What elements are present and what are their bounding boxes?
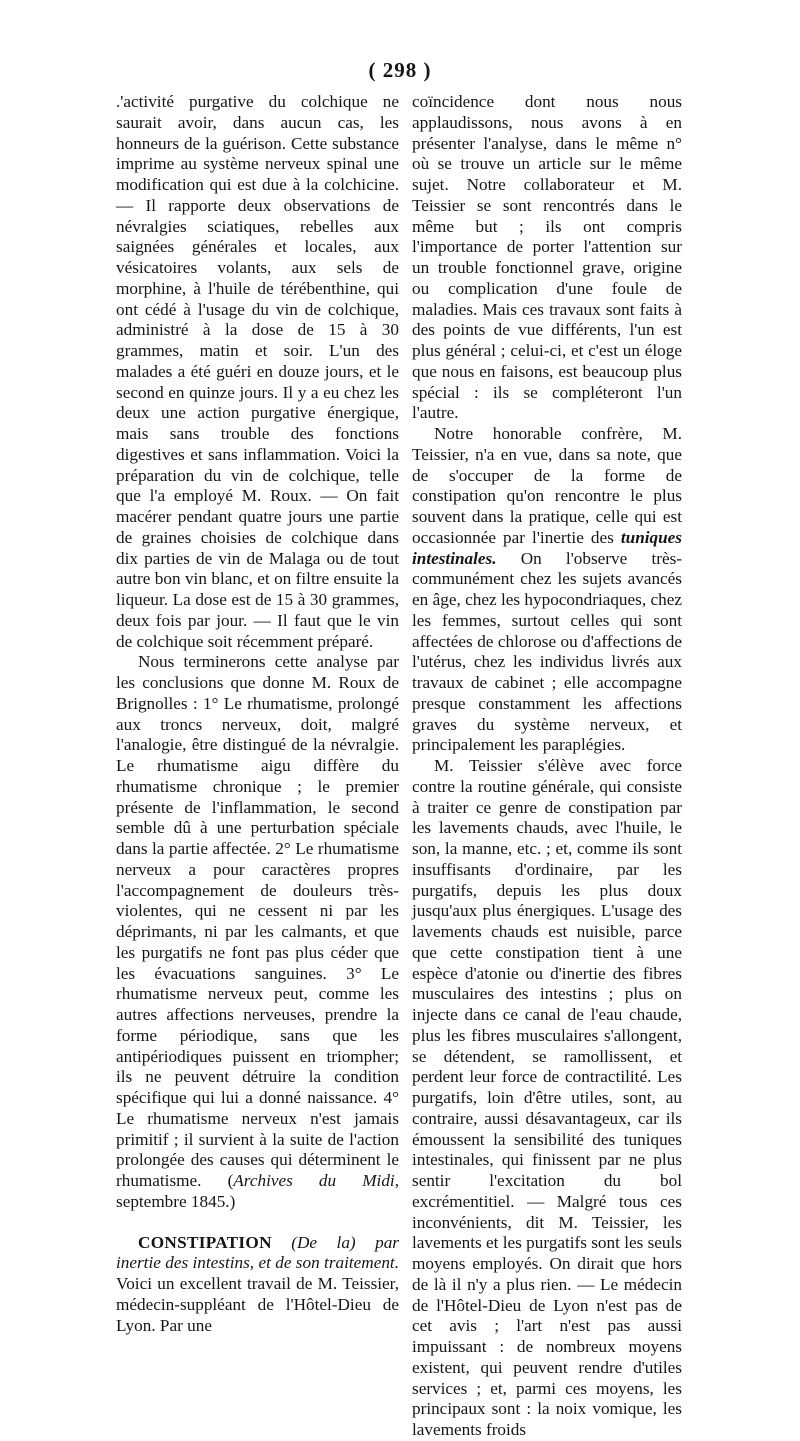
- teissier-note-a: Notre honorable confrère, M. Teissier, n'a en vue, dans sa note, que de s'occuper de la forme de constipation qu'on rencontre le plus souvent dans la pratique, celle qui est occasionnée par l'inertie des: [412, 424, 682, 547]
- source-date: , septembre 1845.): [116, 1171, 399, 1211]
- article-title: (De la) par inertie des intestins, et de son traitement.: [116, 1232, 399, 1273]
- paragraph-constipation: [116, 1233, 399, 1337]
- paragraph-conclusions: [116, 652, 399, 1212]
- conclusions-text: Nous terminerons cette analyse par les conclusions que donne M. Roux de Brignolles : 1° Le rhumatisme, prolongé aux troncs nerveux, doit, malgré l'analogie, être distingué de la névralgie. Le rhumatisme aigu diffère du rhumatisme chronique ; le premier présente de l'inflammation, le second semble dû à une perturbation spéciale dans la partie affectée. 2° Le rhumatisme nerveux a pour caractères propres l'accompagnement de douleurs très-violentes, qui ne cessent ni par les déprimants, ni par les calmants, et que les purgatifs ne font pas plus céder que les évacuations sanguines. 3° Le rhumatisme nerveux peut, comme les autres affections nerveuses, prendre la forme périodique, sans que les antipériodiques puissent en triompher; ils ne peuvent détruire la condition spécifique qui lui a donné naissance. 4° Le rhumatisme nerveux n'est jamais primitif ; il survient à la suite de l'action prolongée des causes qui déterminent le rhumatisme. (: [116, 652, 399, 1190]
- article-heading: CONSTIPATION: [138, 1232, 272, 1252]
- paragraph-routine: M. Teissier s'élève avec force contre la routine générale, qui consiste à traiter ce genre de constipation par les lavements chauds, avec l'huile, le son, la manne, etc. ; et, comme ils sont insuffisants d'ordinaire, par les purgatifs, depuis les plus doux jusqu'aux plus énergiques. L'usage des lavements chauds est nuisible, parce que cette constipation tient à une espèce d'atonie ou d'inertie des fibres musculaires des intestins ; plus on injecte dans ce canal de l'eau chaude, plus les fibres musculaires s'allongent, se détendent, se ramollissent, et perdent leur force de contractilité. Les purgatifs, loin d'être utiles, sont, au contraire, aussi désavantageux, car ils émoussent la sensibilité des tuniques intestinales, qui finissent par ne plus sentir l'excitation du bol excrémentitiel. — Malgré tous ces inconvénients, dit M. Teissier, les lavements et les purgatifs sont les seuls moyens employés. On dirait que hors de là il n'y a plus rien. — Le médecin de l'Hôtel-Dieu de Lyon n'est pas de cet avis ; l'art n'est pas aussi impuissant : de nombreux moyens existent, qui peuvent rendre d'utiles services ; et, parmi ces moyens, les principaux sont : la noix vomique, les lavements froids: [412, 756, 682, 1439]
- paragraph-coincidence: coïncidence dont nous nous applaudissons, nous avons à en présenter l'analyse, dans le même n° où se trouve un article sur le même sujet. Notre collaborateur et M. Teissier se sont rencontrés dans le même but ; ils ont compris l'importance de porter l'attention sur un trouble fonctionnel grave, origine ou complication d'une foule de maladies. Mais ces travaux sont faits à des points de vue différents, l'un est plus général ; celui-ci, et c'est un éloge que nous en faisons, est beaucoup plus spécial : ils se compléteront l'un l'autre.: [412, 92, 682, 423]
- left-column: [116, 92, 399, 1336]
- tuniques-intestinales: tuniques intestinales.: [412, 527, 682, 568]
- article-intro: Voici un excellent travail de M. Teissier, médecin-suppléant de l'Hôtel-Dieu de Lyon. Par une: [116, 1274, 399, 1335]
- paragraph-colchique: .'activité purgative du colchique ne saurait avoir, dans aucun cas, les honneurs de la guérison. Cette substance imprime au système nerveux spinal une modification qui est due à la colchicine. — Il rapporte deux observations de névralgies sciatiques, rebelles aux saignées générales et locales, aux vésicatoires volants, aux sels de morphine, à l'huile de térébenthine, qui ont cédé à l'usage du vin de colchique, administré à la dose de 15 à 30 grammes, matin et soir. L'un des malades a été guéri en douze jours, et le second en quinze jours. Il y a eu chez les deux une action purgative énergique, mais sans trouble des fonctions digestives et sans inflammation. Voici la préparation du vin de colchique, telle que l'a employé M. Roux. — On fait macérer pendant quatre jours une partie de graines choisies de colchique dans dix parties de vin de Malaga ou de tout autre bon vin blanc, et on filtre ensuite la liqueur. La dose est de 15 à 30 grammes, deux fois par jour. — Il faut que le vin de colchique soit récemment préparé.: [116, 92, 399, 651]
- page-number: ( 298 ): [368, 58, 432, 82]
- paragraph-teissier-note: [412, 424, 682, 756]
- source-journal: Archives du Midi: [233, 1171, 395, 1190]
- right-column: [412, 92, 682, 1441]
- teissier-note-b: On l'observe très-communément chez les sujets avancés en âge, chez les hypocondriaques, chez les femmes, surtout celles qui sont affectées de chlorose ou d'affections de l'utérus, chez les individus livrés aux travaux de cabinet ; elle accompagne presque constamment les affections graves du système nerveux, et principalement les paraplégies.: [412, 548, 682, 755]
